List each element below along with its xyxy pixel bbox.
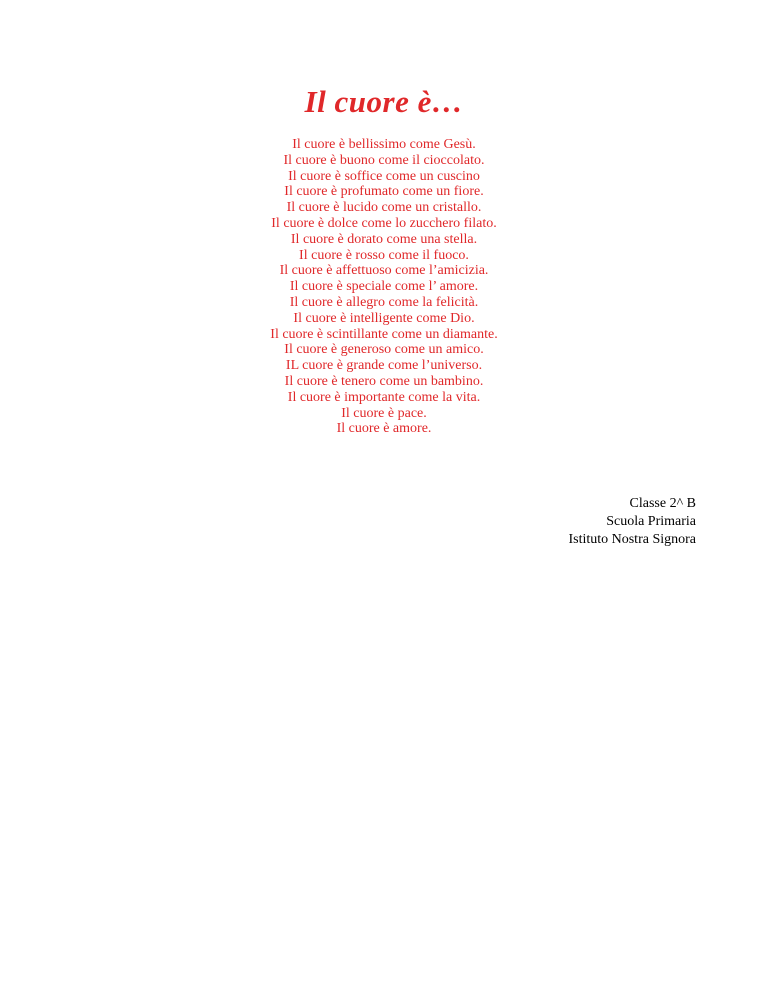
poem-line: Il cuore è rosso come il fuoco. [299, 247, 469, 263]
poem-line: Il cuore è generoso come un amico. [284, 342, 484, 358]
poem-line: Il cuore è lucido come un cristallo. [286, 200, 482, 216]
institute-name: Istituto Nostra Signora [568, 532, 696, 547]
school-name: Scuola Primaria [606, 514, 696, 529]
page-title: Il cuore è… [304, 84, 464, 119]
signature-block [568, 495, 696, 549]
poem-line: Il cuore è scintillante come un diamante. [270, 326, 498, 342]
poem-line: IL cuore è grande come l’universo. [285, 358, 483, 374]
poem-line: Il cuore è dolce come lo zucchero filato. [271, 215, 497, 231]
poem-line: Il cuore è tenero come un bambino. [284, 373, 484, 389]
class-name: Classe 2^ B [629, 496, 696, 511]
poem-line: Il cuore è dorato come una stella. [290, 231, 478, 247]
poem-line: Il cuore è profumato come un fiore. [284, 184, 484, 200]
poem-line: Il cuore è pace. [341, 405, 427, 421]
poem-line: Il cuore è bellissimo come Gesù. [292, 137, 476, 152]
poem-line: Il cuore è buono come il cioccolato. [283, 152, 485, 168]
poem-line: Il cuore è amore. [336, 421, 432, 437]
poem-line: Il cuore è allegro come la felicità. [289, 294, 479, 310]
poem-line: Il cuore è importante come la vita. [287, 389, 481, 405]
poem-line: Il cuore è affettuoso come l’amicizia. [279, 263, 489, 279]
poem-line: Il cuore è soffice come un cuscino [288, 168, 480, 184]
poem-line: Il cuore è speciale come l’ amore. [289, 279, 479, 295]
poem-line: Il cuore è intelligente come Dio. [293, 310, 475, 326]
poem-text [0, 137, 768, 437]
